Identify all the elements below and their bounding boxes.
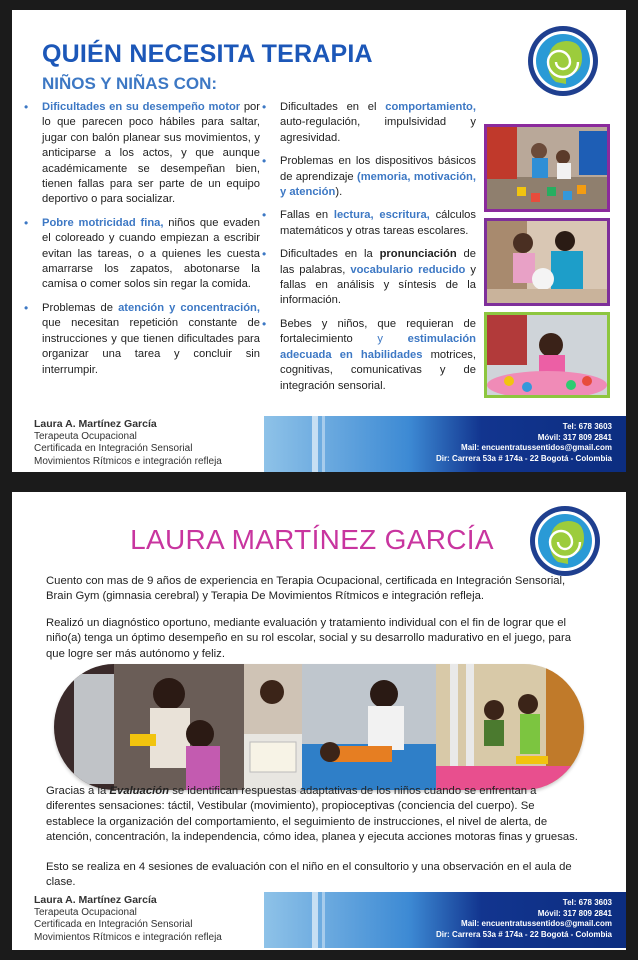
list-item: • Pobre motricidad fina, niños que evaden el coloreado y cuando empiezan a escribir evitan las tareas, o a quienes les cuesta amarrarse los zapatos, abotonarse la camisa o comer solos sin regar la comida.	[22, 216, 260, 293]
contact-footer	[12, 892, 626, 948]
brand-logo-icon	[526, 24, 600, 98]
therapy-photo-strip	[54, 664, 584, 790]
therapy-needs-card	[12, 10, 626, 472]
list-item: • Bebes y niños, que requieran de fortalecimiento y estimulación adecuada en habilidades motrices, cognitivas, comunicativas y de integración sensorial.	[260, 317, 476, 394]
therapist-profile-card	[12, 492, 626, 950]
therapy-photo-blocks	[484, 124, 610, 212]
experience-paragraph: Cuento con mas de 9 años de experiencia en Terapia Ocupacional, certificada en Integración Sensorial, Brain Gym (gimnasia cerebral) y Terapia De Movimientos Rítmicos e integración refleja.	[46, 575, 566, 603]
contact-band	[264, 416, 626, 472]
contact-info: Tel: 678 3603 Móvil: 317 809 2841 Mail: encuentratussentidos@gmail.com Dir: Carrera 53a # 174a - 22 Bogotá - Colombia	[435, 898, 612, 939]
therapist-credentials: Laura A. Martínez García Terapeuta Ocupacional Certificada en Integración Sensorial Movimientos Rítmicos e integración refleja	[34, 894, 222, 943]
list-item: • Dificultades en el comportamiento, auto-regulación, impulsividad y agresividad.	[260, 100, 476, 146]
page-title: QUIÉN NECESITA TERAPIA	[42, 40, 373, 68]
photo-swing-gym	[436, 664, 584, 790]
list-item: • Problemas en los dispositivos básicos de aprendizaje (memoria, motivación, y atención).	[260, 154, 476, 200]
sessions-paragraph: Esto se realiza en 4 sesiones de evaluación con el niño en el consultorio y una observación en el aula de clase.	[46, 861, 572, 889]
needs-list-right	[260, 100, 476, 402]
contact-footer	[12, 416, 626, 472]
photo-fine-motor	[54, 664, 244, 790]
needs-list-left	[22, 100, 260, 386]
photo-floor-therapy	[302, 664, 436, 790]
therapist-credentials: Laura A. Martínez García Terapeuta Ocupacional Certificada en Integración Sensorial Movimientos Rítmicos e integración refleja	[34, 418, 222, 467]
therapy-photo-ball-pit	[484, 312, 610, 398]
list-item: • Dificultades en su desempeño motor por lo que parecen poco hábiles para saltar, jugar con balón planear sus movimientos, y anticiparse a los actos, y que aunque académicamente se desempeñan bien, tienen fallas para ser parte de un equipo deportivo o para socializar.	[22, 100, 260, 208]
list-item: • Problemas de atención y concentración, que necesitan repetición constante de instrucciones y que tienen dificultades para organizar una tarea y concluir sin interrumpir.	[22, 301, 260, 378]
therapist-name-title: LAURA MARTÍNEZ GARCÍA	[130, 524, 494, 555]
photo-boards	[244, 664, 302, 790]
contact-info: Tel: 678 3603 Móvil: 317 809 2841 Mail: encuentratussentidos@gmail.com Dir: Carrera 53a # 174a - 22 Bogotá - Colombia	[435, 422, 612, 463]
page-subtitle: NIÑOS Y NIÑAS CON:	[42, 74, 218, 93]
evaluation-paragraph: Gracias a la Evaluación se identifican respuestas adaptativas de los niños cuando se enfrentan a diferentes sensaciones: táctil, Vestibular (movimiento), propioceptivas (conciencia del cuerpo). Se establece la organización del comportamiento, el seguimiento de instrucciones, el nivel de alerta, de atención, concentración, la independencia, cómo idea, planea y ejecuta acciones motoras finas y gruesas.	[46, 785, 578, 844]
contact-band	[264, 892, 626, 948]
list-item: • Dificultades en la pronunciación de las palabras, vocabulario reducido y fallas en análisis y síntesis de la información.	[260, 247, 476, 309]
list-item: • Fallas en lectura, escritura, cálculos matemáticos y otras tareas escolares.	[260, 208, 476, 239]
therapy-photo-play	[484, 218, 610, 306]
diagnosis-paragraph: Realizó un diagnóstico oportuno, mediante evaluación y tratamiento individual con el fin de lograr que el niño(a) tenga un óptimo desempeño en su rol escolar, social y su desarrollo madurativo en el juego, para que logre ser más autónomo y feliz.	[46, 617, 571, 660]
